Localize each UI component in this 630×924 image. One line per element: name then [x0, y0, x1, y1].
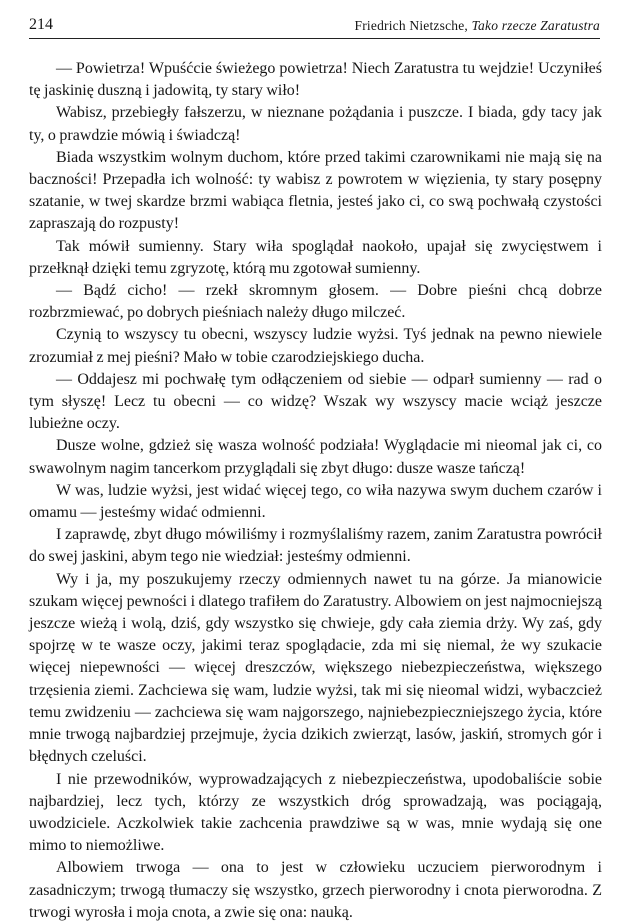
paragraph: W was, ludzie wyżsi, jest widać więcej tego, co wiła nazywa swym duchem czarów i omamu — jesteśmy widać odmienni. [29, 481, 602, 522]
paragraph: Wabisz, przebiegły fałszerzu, w nieznane pożądania i puszcze. I biada, gdy tacy jak ty, o prawdzie mówią i świadczą! [29, 104, 602, 144]
paragraph: I nie przewodników, wyprowadzających z niebezpieczeństwa, upodobaliście sobie najbardziej, lecz tych, którzy ze wszystkich dróg sprowadzają, was pociągają, uwodziciele. Aczkolwiek takie zachcenia prawdziwe są w was, mnie wydają się one mimo to niemożliwe. [29, 770, 602, 855]
header-rule [29, 38, 600, 39]
paragraph: Tak mówił sumienny. Stary wiła spoglądał naokoło, upajał się zwycięstwem i przełknął dzięki temu zgryzotę, którą mu zgotował sumienny. [29, 237, 602, 277]
paragraph: Albowiem trwoga — ona to jest w człowieku uczuciem pierworodnym i zasadniczym; trwogą tłumaczy się wszystko, grzech pierworodny i cnota pierworodna. Z trwogi wyrosła i moja cnota, a zwie się ona: nauką. [29, 859, 602, 921]
running-head-title: Tako rzecze Zaratustra [471, 18, 600, 33]
paragraph: — Powietrza! Wpuśćcie świeżego powietrza! Niech Zaratustra tu wejdzie! Uczyniłeś tę jaskinię duszną i jadowitą, ty stary wiło! [29, 60, 602, 100]
running-head [355, 18, 600, 34]
paragraph: — Bądź cicho! — rzekł skromnym głosem. — Dobre pieśni chcą dobrze rozbrzmiewać, po dobrych pieśniach należy długo milczeć. [29, 282, 602, 322]
paragraph: Dusze wolne, gdzież się wasza wolność podziała! Wyglądacie mi nieomal jak ci, co swawolnym nagim tancerkom przyglądali się zbyt długo: dusze wasze tańczą! [29, 437, 602, 477]
page-header [29, 14, 600, 38]
paragraph: I zaprawdę, zbyt długo mówiliśmy i rozmyślaliśmy razem, zanim Zaratustra powrócił do swej jaskini, abym tego nie wiedział: jesteśmy odmienni. [29, 526, 602, 566]
body-text [29, 58, 602, 924]
paragraph: Wy i ja, my poszukujemy rzeczy odmiennych nawet tu na górze. Ja mianowicie szukam więcej pewności i dlatego trafiłem do Zaratustry. Albowiem on jest najmocniejszą jeszcze wieżą i wolą, dziś, gdy wszystko się chwieje, gdy cała ziemia drży. Wy zaś, gdy spojrzę w te wasze oczy, jakimi teraz spoglądacie, zda mi się niemal, że wy szukacie więcej niepewności — więcej dreszczów, większego niebezpieczeństwa, większego trzęsienia ziemi. Zachciewa się wam, ludzie wyżsi, tak mi się nieomal widzi, wybaczcież temu zwidzeniu — zachciewa się wam najgorszego, najniebezpieczniejszego życia, które mnie trwogą najbardziej przejmuje, życia dzikich zwierząt, lasów, jaskiń, stromych gór i błędnych czeluści. [29, 570, 602, 766]
paragraph: Czynią to wszyscy tu obecni, wszyscy ludzie wyżsi. Tyś jednak na pewno niewiele zrozumiał z mej pieśni? Mało w tobie czarodziejskiego ducha. [29, 326, 602, 366]
running-head-author: Friedrich Nietzsche, [354, 18, 472, 33]
paragraph: — Oddajesz mi pochwałę tym odłączeniem od siebie — odparł sumienny — rad o tym słyszę! Lecz tu obecni — co widzę? Wszak wy wszyscy macie wciąż jeszcze lubieżne oczy. [29, 370, 602, 433]
paragraph: Biada wszystkim wolnym duchom, które przed takimi czarownikami nie mają się na baczności! Przepadła ich wolność: ty wabisz z powrotem w więzienia, ty stary posępny szatanie, w twej skardze brzmi wabiąca fletnia, jesteś jako ci, co swą pochwałą czystości zapraszają do rozpusty! [29, 148, 602, 233]
page-number: 214 [29, 16, 53, 33]
